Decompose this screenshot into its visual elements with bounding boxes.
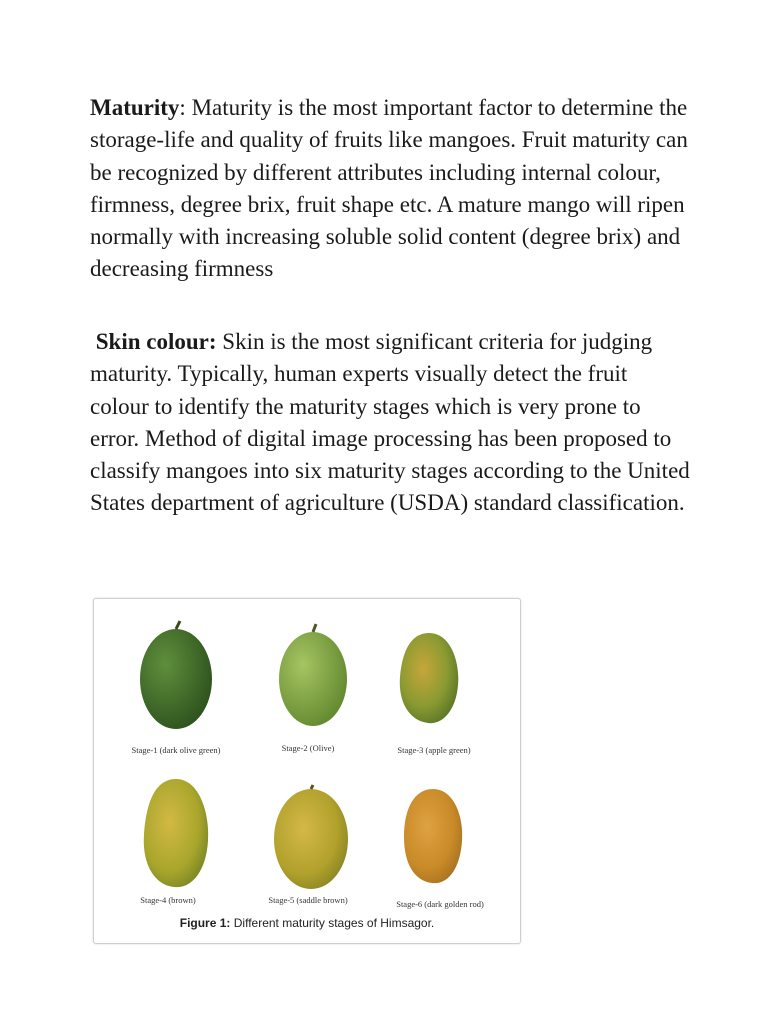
figure-caption (94, 916, 520, 930)
maturity-heading: Maturity (90, 95, 180, 120)
maturity-text: Maturity is the most important factor to determine the storage-life and quality of fruits like mangoes. Fruit maturity can be recognized by different attributes including internal colour, firmness, degree brix, fruit shape etc. A mature mango will ripen normally with increasing soluble solid content (degree brix) and decreasing firmness (90, 95, 688, 282)
mango-stage-2-image (276, 621, 350, 729)
skin-colour-heading: Skin colour: (95, 329, 217, 354)
maturity-paragraph (90, 92, 690, 286)
mango-stage-1-image (136, 619, 216, 731)
stage-2-label: Stage-2 (Olive) (281, 743, 335, 753)
mango-stage-4-image (138, 775, 214, 893)
mango-stage-6-image (398, 785, 468, 889)
skin-colour-paragraph (90, 326, 690, 520)
stage-3-label: Stage-3 (apple green) (397, 745, 471, 755)
stage-1-label: Stage-1 (dark olive green) (131, 745, 221, 755)
mango-stage-3-image (394, 625, 464, 729)
figure-caption-label: Figure 1: (179, 916, 231, 930)
skin-colour-text: Skin is the most significant criteria for judging maturity. Typically, human experts visually detect the fruit colour to identify the maturity stages which is very prone to error. Method of digital image processing has been proposed to classify mangoes into six maturity stages according to the United States department of agriculture (USDA) standard classification. (90, 329, 690, 516)
stage-6-label: Stage-6 (dark golden rod) (396, 899, 484, 909)
maturity-stages-figure (93, 598, 521, 944)
stage-4-label: Stage-4 (brown) (140, 895, 196, 905)
stage-5-label: Stage-5 (saddle brown) (268, 895, 348, 905)
figure-caption-text: Different maturity stages of Himsagor. (230, 916, 435, 930)
maturity-separator: : (179, 95, 192, 120)
mango-stage-5-image (272, 783, 350, 891)
